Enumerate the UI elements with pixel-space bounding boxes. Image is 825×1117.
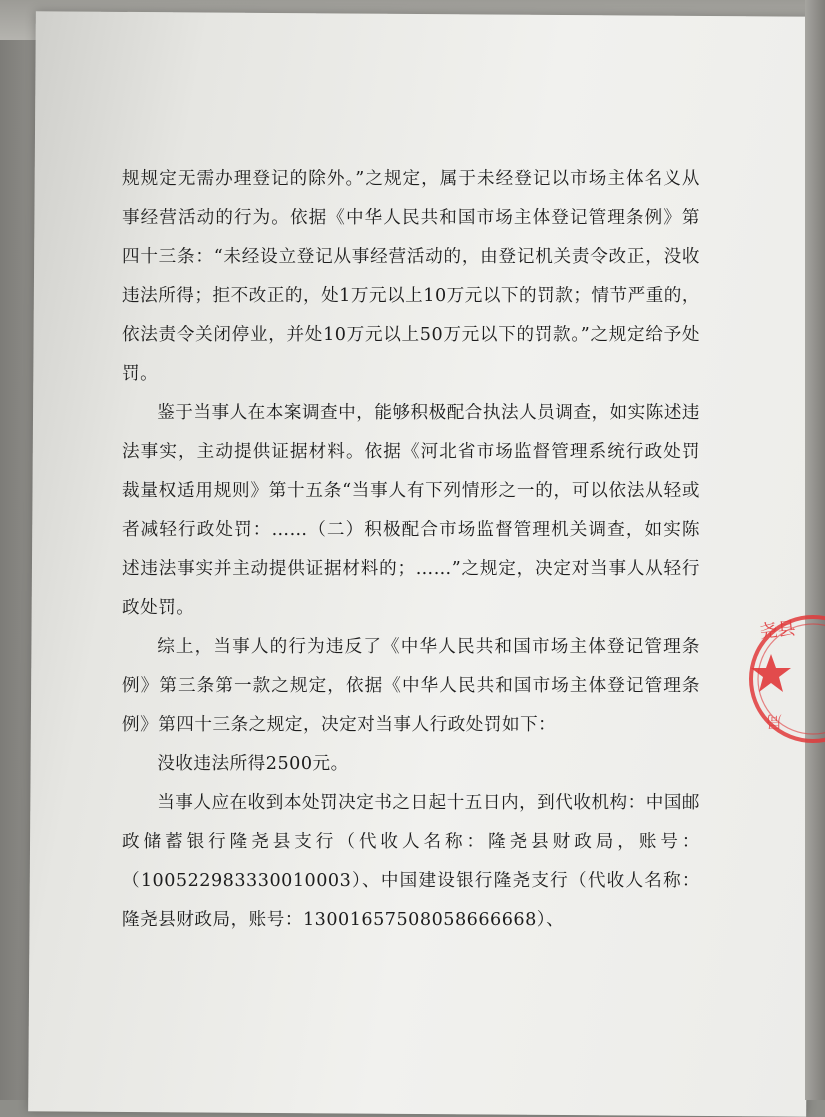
- document-body: [122, 160, 700, 940]
- seal-text-lower: 局: [765, 712, 782, 731]
- paragraph-3: 综上，当事人的行为违反了《中华人民共和国市场主体登记管理条例》第三条第一款之规定，依据《中华人民共和国市场主体登记管理条例》第四十三条之规定，决定对当事人行政处罚如下：: [122, 637, 700, 735]
- seal-text: 尧县: [758, 618, 797, 643]
- paragraph-4: 没收违法所得2500元。: [157, 754, 349, 774]
- paragraph-1: 规规定无需办理登记的除外。”之规定，属于未经登记以市场主体名义从事经营活动的行为。依据《中华人民共和国市场主体登记管理条例》第四十三条：“未经设立登记从事经营活动的，由登记机关责令改正，没收违法所得；拒不改正的，处1万元以上10万元以下的罚款；情节严重的，依法责令关闭停业，并处10万元以上50万元以下的罚款。”之规定给予处罚。: [122, 169, 700, 384]
- official-seal: [748, 604, 825, 754]
- paragraph-5: 当事人应在收到本处罚决定书之日起十五日内，到代收机构：中国邮政储蓄银行隆尧县支行（代收人名称：隆尧县财政局，账号：（100522983330010003）、中国建设银行隆尧支行（代收人名称：隆尧县财政局，账号：13001657508058666668）、: [122, 793, 701, 930]
- background-right: [805, 0, 825, 1100]
- paragraph-2: 鉴于当事人在本案调查中，能够积极配合执法人员调查，如实陈述违法事实，主动提供证据材料。依据《河北省市场监督管理系统行政处罚裁量权适用规则》第十五条“当事人有下列情形之一的，可以依法从轻或者减轻行政处罚：……（二）积极配合市场监督管理机关调查，如实陈述违法事实并主动提供证据材料的；……”之规定，决定对当事人从轻行政处罚。: [122, 403, 701, 618]
- seal-star-icon: [751, 654, 791, 692]
